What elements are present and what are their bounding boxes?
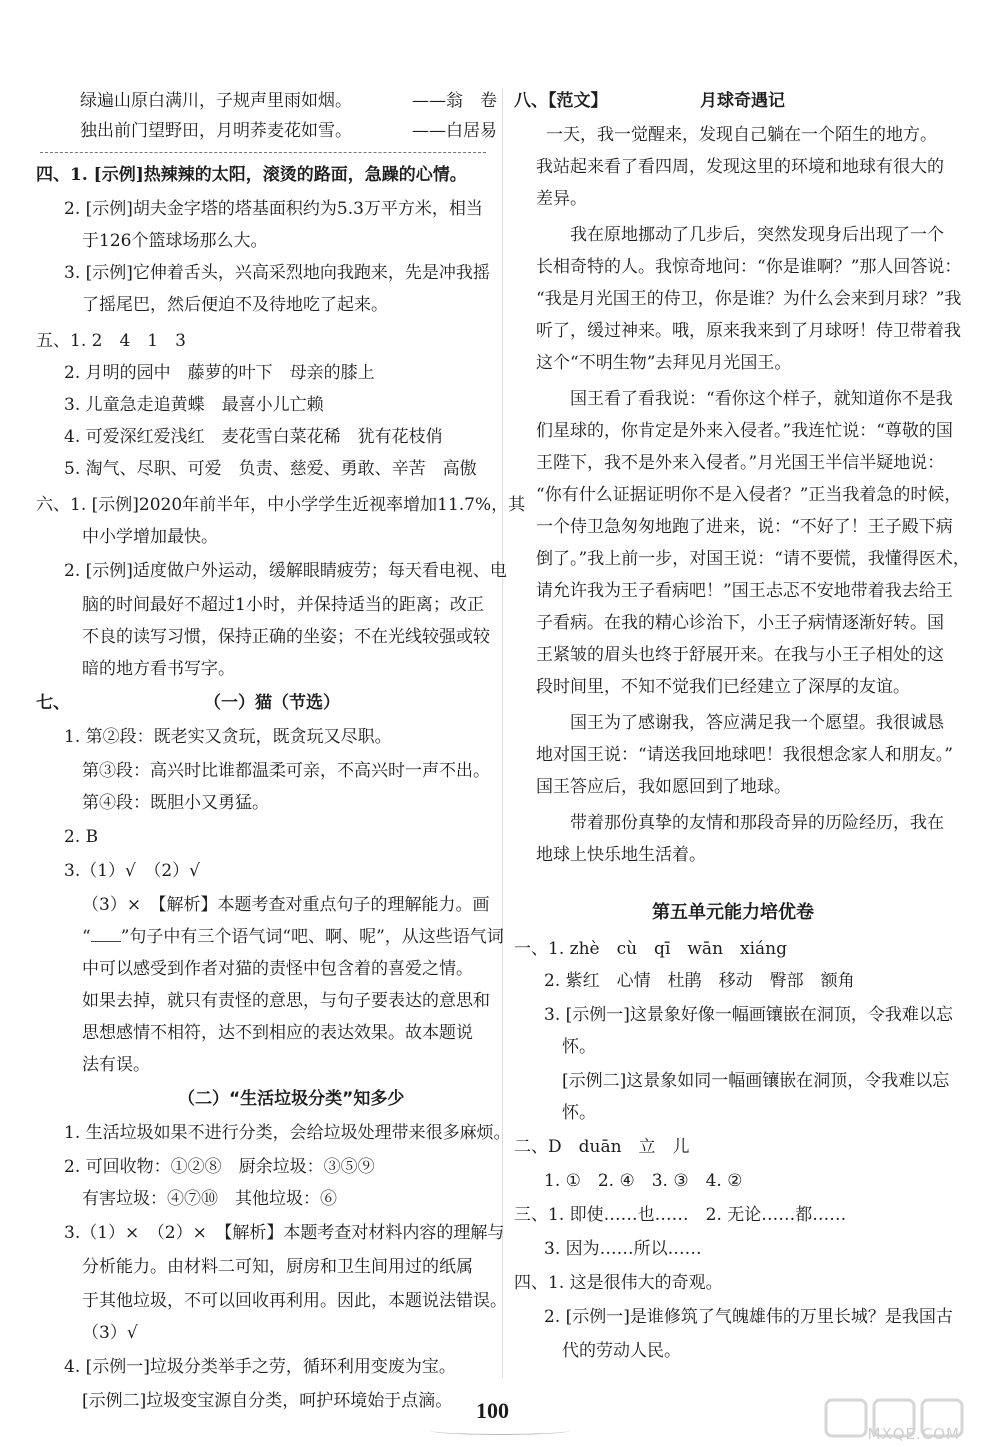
poem-line-2: 独出前门望野田，月明荞麦花如雪。: [80, 121, 352, 141]
answer-8-4-line2: [示例二]垃圾变宝源自分类，呵护环境始于点滴。: [82, 1391, 453, 1411]
section-7-label: 七、: [36, 693, 70, 713]
answer-7-2: 2. B: [64, 827, 99, 847]
answer-4-1: 四、1. [示例]热辣辣的太阳，滚烫的路面，急躁的心情。: [36, 165, 467, 185]
essay-line: “我是月光国王的侍卫，你是谁？为什么会来到月球？”我: [536, 289, 962, 309]
unit-answer-3-1: 三、1. 即使……也…… 2. 无论……都……: [514, 1205, 847, 1225]
essay-line: 我站起来看了看四周，发现这里的环境和地球有很大的: [536, 157, 944, 177]
unit-answer-2: 二、D duān 立 儿: [514, 1137, 690, 1157]
answer-7-3-line2: （3）× 【解析】本题考查对重点句子的理解能力。画: [82, 895, 490, 915]
essay-line: 王陛下，我不是外来入侵者。”月光国王半信半疑地说：: [536, 453, 945, 473]
answer-5-1: 五、1. 2 4 1 3: [36, 331, 186, 351]
essay-line: 王紧皱的眉头也终于舒展开来。在我与小王子相处的这: [536, 645, 944, 665]
section-7-subtitle-1: （一）猫（节选）: [204, 693, 340, 713]
unit-answer-4-2-line1: 2. [示例一]是谁修筑了气魄雄伟的万里长城？是我国古: [544, 1307, 953, 1327]
answer-8-2-line2: 有害垃圾：④⑦⑩ 其他垃圾：⑥: [82, 1189, 337, 1209]
answer-4-2-line1: 2. [示例]胡夫金字塔的塔基面积约为5.3万平方米，相当: [64, 199, 483, 219]
answer-7-3-line7: 法有误。: [82, 1055, 150, 1075]
essay-line: 们星球的，你肯定是外来入侵者。”我连忙说：“尊敬的国: [536, 421, 953, 441]
unit-answer-1-3-line3: [示例二]这景象如同一幅画镶嵌在洞顶，令我难以忘: [562, 1071, 950, 1091]
essay-line: 国王看了看我说：“看你这个样子，就知道你不是我: [570, 389, 953, 409]
essay-line: “你有什么证据证明你不是入侵者？”正当我着急的时候，: [536, 485, 962, 505]
answer-8-3-line3: 于其他垃圾，不可以回收再利用。因此，本题说法错误。: [82, 1291, 507, 1311]
essay-line: 带着那份真挚的友情和那段奇异的历险经历，我在: [570, 813, 944, 833]
unit-answer-1-3-line1: 3. [示例一]这景象好像一幅画镶嵌在洞顶，令我难以忘: [544, 1005, 953, 1025]
unit-answer-1-2: 2. 紫红 心情 杜鹃 移动 臀部 额角: [544, 971, 855, 991]
answer-8-2-line1: 2. 可回收物：①②⑧ 厨余垃圾：③⑤⑨: [64, 1157, 375, 1177]
unit-answer-4-1: 四、1. 这是很伟大的奇观。: [514, 1273, 723, 1293]
page-ornament: [430, 1426, 570, 1435]
answer-5-4: 4. 可爱深红爱浅红 麦花雪白菜花稀 犹有花枝俏: [64, 427, 443, 447]
watermark-text: MXQE.COM: [867, 1425, 960, 1443]
essay-line: 一个侍卫急匆匆地跑了进来，说：“不好了！王子殿下病: [536, 517, 953, 537]
unit-answer-1-1: 一、1. zhè cù qī wān xiáng: [514, 939, 788, 959]
essay-title: 月球奇遇记: [700, 91, 785, 111]
answer-8-1: 1. 生活垃圾如果不进行分类，会给垃圾处理带来很多麻烦。: [64, 1123, 511, 1143]
poem-author-2: ——白居易: [412, 121, 497, 141]
unit-answer-3-3: 3. 因为……所以……: [544, 1239, 702, 1259]
answer-5-2: 2. 月明的园中 藤萝的叶下 母亲的膝上: [64, 363, 375, 383]
answer-7-3-line1: 3.（1）√ （2）√: [64, 861, 201, 881]
answer-6-2-line4: 暗的地方看书写字。: [82, 659, 235, 679]
answer-5-5: 5. 淘气、尽职、可爱 负责、慈爱、勇敢、辛苦 高傲: [64, 459, 477, 479]
essay-line: 一天，我一觉醒来，发现自己躺在一个陌生的地方。: [546, 125, 937, 145]
poem-line-1: 绿遍山原白满川，子规声里雨如烟。: [80, 91, 352, 111]
dashed-separator: [40, 152, 486, 153]
answer-7-3-line3: [82, 926, 504, 948]
answer-7-1-line3: 第④段：既胆小又勇猛。: [82, 793, 269, 813]
section-7-subtitle-2: （二）“生活垃圾分类”知多少: [178, 1089, 405, 1109]
answer-4-3-line2: 了摇尾巴，然后便迫不及待地吃了起来。: [82, 295, 388, 315]
answer-6-1-line1: 六、1. [示例]2020年前半年，中小学学生近视率增加11.7%，其: [36, 495, 526, 515]
section-8-label: 八、【范文】: [514, 91, 608, 111]
answer-8-4-line1: 4. [示例一]垃圾分类举手之劳，循环利用变废为宝。: [64, 1357, 456, 1377]
answer-7-1-line2: 第③段：高兴时比谁都温柔可亲，不高兴时一声不出。: [82, 761, 490, 781]
poem-author-1: ——翁 卷: [412, 91, 497, 111]
quote-open: “: [82, 927, 91, 947]
essay-line: 国王为了感谢我，答应满足我一个愿望。我很诚恳: [570, 713, 944, 733]
answer-7-3-line3-text: ”句子中有三个语气词“吧、啊、呢”，从这些语气词: [120, 927, 504, 947]
answer-7-1-line1: 1. 第②段：既老实又贪玩，既贪玩又尽职。: [64, 727, 392, 747]
essay-line: 听了，缓过神来。哦，原来我来到了月球呀！侍卫带着我: [536, 321, 961, 341]
answer-6-2-line3: 不良的读写习惯，保持正确的坐姿；不在光线较强或较: [82, 627, 490, 647]
essay-line: 这个“不明生物”去拜见月光国王。: [536, 353, 792, 373]
essay-line: 差异。: [536, 189, 587, 209]
answer-8-3-line1: 3.（1）× （2）× 【解析】本题考查对材料内容的理解与: [64, 1223, 505, 1243]
essay-line: 倒了。”我上前一步，对国王说：“请不要慌，我懂得医术，: [536, 549, 970, 569]
column-divider: [502, 88, 503, 1378]
answer-8-3-line2: 分析能力。由材料二可知，厨房和卫生间用过的纸属: [82, 1257, 473, 1277]
unit-answer-4-2-line2: 代的劳动人民。: [562, 1341, 681, 1361]
essay-line: 子看病。在我的精心诊治下，小王子病情逐渐好转。国: [536, 613, 944, 633]
answer-4-2-line2: 于126个篮球场那么大。: [82, 231, 268, 251]
answer-7-3-line6: 思想感情不相符，达不到相应的表达效果。故本题说: [82, 1023, 473, 1043]
essay-line: 地对国王说：“请送我回地球吧！我很想念家人和朋友。”: [536, 745, 953, 765]
essay-line: 国王答应后，我如愿回到了地球。: [536, 777, 791, 797]
essay-line: 地球上快乐地生活着。: [536, 845, 706, 865]
unit-answer-1-3-line2: 怀。: [562, 1037, 596, 1057]
answer-7-3-line4: 中可以感受到作者对猫的责怪中包含着的喜爱之情。: [82, 959, 473, 979]
unit-answer-2-choices: 1. ① 2. ④ 3. ③ 4. ②: [544, 1171, 743, 1191]
page-number: 100: [476, 1398, 509, 1423]
answer-8-3-line4: （3）√: [82, 1323, 138, 1343]
essay-line: 长相奇特的人。我惊奇地问：“你是谁啊？”那人回答说：: [536, 257, 962, 277]
unit-title: 第五单元能力培优卷: [652, 902, 814, 923]
essay-line: 我在原地挪动了几步后，突然发现身后出现了一个: [570, 225, 944, 245]
unit-answer-1-3-line4: 怀。: [562, 1103, 596, 1123]
essay-line: 段时间里，不知不觉我们已经建立了深厚的友谊。: [536, 677, 910, 697]
answer-5-3: 3. 儿童急走追黄蝶 最喜小儿亡赖: [64, 395, 324, 415]
answer-6-2-line1: 2. [示例]适度做户外运动，缓解眼睛疲劳；每天看电视、电: [64, 561, 507, 581]
essay-line: 请允许我为王子看病吧！”国王忐忑不安地带着我去给王: [536, 581, 953, 601]
answer-4-3-line1: 3. [示例]它伸着舌头，兴高采烈地向我跑来，先是冲我摇: [64, 263, 490, 283]
underline-marker: [91, 929, 121, 942]
answer-7-3-line5: 如果去掉，就只有责怪的意思，与句子要表达的意思和: [82, 991, 490, 1011]
answer-6-2-line2: 脑的时间最好不超过1小时，并保持适当的距离；改正: [82, 595, 484, 615]
answer-6-1-line2: 中小学增加最快。: [82, 527, 218, 547]
